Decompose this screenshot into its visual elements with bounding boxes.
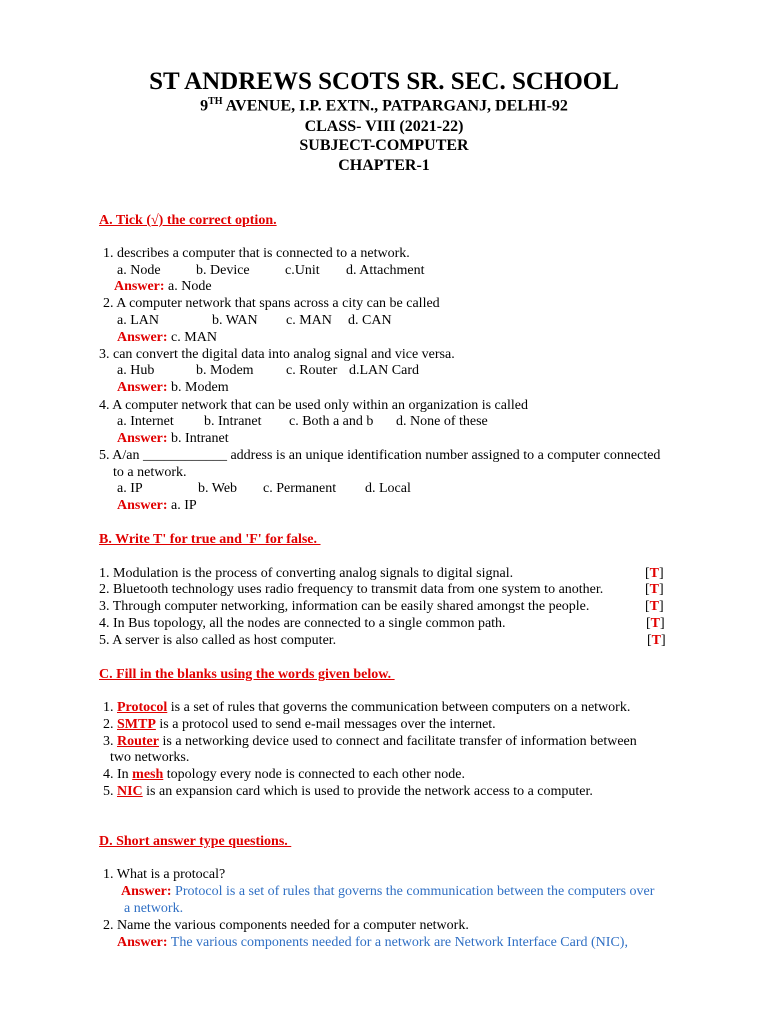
true-false-mark: [T] [645, 599, 664, 614]
option: a. Hub [117, 363, 155, 378]
fill-blank-item: 5. NIC is an expansion card which is used to provide the network access to a computer. [103, 784, 593, 799]
answer-a3: Answer: b. Modem [117, 380, 229, 395]
option: b. Device [196, 263, 250, 278]
subject-line: SUBJECT-COMPUTER [299, 137, 469, 154]
fill-blank-item: 2. SMTP is a protocol used to send e-mail messages over the internet. [103, 717, 496, 732]
fill-blank-item: 1. Protocol is a set of rules that governs the communication between computers on a network. [103, 700, 631, 715]
fill-blank-item: 4. In mesh topology every node is connected to each other node. [103, 767, 465, 782]
option: a. LAN [117, 313, 159, 328]
answer-a4: Answer: b. Intranet [117, 431, 229, 446]
option: d. CAN [348, 313, 392, 328]
option: a. Node [117, 263, 161, 278]
question-a1: 1. describes a computer that is connected to a network. [103, 246, 410, 261]
answer-a2: Answer: c. MAN [117, 330, 217, 345]
fill-blank-item: 3. Router is a networking device used to connect and facilitate transfer of information between [103, 734, 637, 749]
true-false-item: 3. Through computer networking, information can be easily shared amongst the people. [99, 599, 590, 614]
true-false-item: 1. Modulation is the process of converting analog signals to digital signal. [99, 566, 514, 581]
section-a-title: A. Tick (√) the correct option. [99, 213, 277, 228]
true-false-mark: [T] [647, 633, 666, 648]
option: b. Modem [196, 363, 254, 378]
true-false-item: 2. Bluetooth technology uses radio frequency to transmit data from one system to another. [99, 582, 604, 597]
true-false-mark: [T] [645, 566, 664, 581]
question-a2: 2. A computer network that spans across a city can be called [103, 296, 440, 311]
question-a5: 5. A/an ____________ address is an unique identification number assigned to a computer connected [99, 448, 661, 463]
question-a3: 3. can convert the digital data into analog signal and vice versa. [99, 347, 455, 362]
school-address: 9TH AVENUE, I.P. EXTN., PATPARGANJ, DELHI-92 [200, 96, 568, 115]
option: a. Internet [117, 414, 174, 429]
section-b-title: B. Write T' for true and 'F' for false. [99, 532, 321, 547]
option: b. Intranet [204, 414, 262, 429]
answer-a5: Answer: a. IP [117, 498, 197, 513]
answer-a1: Answer: a. Node [114, 279, 212, 294]
option: d. Attachment [346, 263, 425, 278]
class-line: CLASS- VIII (2021-22) [304, 118, 464, 135]
option: c. Permanent [263, 481, 337, 496]
true-false-mark: [T] [645, 582, 664, 597]
option: d.LAN Card [349, 363, 419, 378]
chapter-line: CHAPTER-1 [338, 157, 430, 174]
short-answer: Answer: Protocol is a set of rules that governs the communication between the computers over [121, 884, 655, 899]
option: c. Router [286, 363, 338, 378]
question-a4: 4. A computer network that can be used only within an organization is called [99, 398, 528, 413]
question-a5-cont: to a network. [113, 465, 187, 480]
true-false-mark: [T] [646, 616, 665, 631]
short-question: 1. What is a protocal? [103, 867, 226, 882]
fill-blank-item-cont: two networks. [110, 750, 190, 765]
option: b. Web [198, 481, 238, 496]
true-false-item: 4. In Bus topology, all the nodes are connected to a single common path. [99, 616, 506, 631]
short-answer-cont: a network. [124, 901, 184, 916]
option: b. WAN [212, 313, 258, 328]
option: d. None of these [396, 414, 488, 429]
option: a. IP [117, 481, 143, 496]
option: c. MAN [286, 313, 332, 328]
option: c.Unit [285, 263, 320, 278]
option: d. Local [365, 481, 411, 496]
true-false-item: 5. A server is also called as host computer. [99, 633, 337, 648]
section-d-title: D. Short answer type questions. [99, 834, 292, 849]
section-c-title: C. Fill in the blanks using the words given below. [99, 667, 395, 682]
short-question: 2. Name the various components needed for a computer network. [103, 918, 469, 933]
short-answer: Answer: The various components needed for a network are Network Interface Card (NIC), [117, 935, 628, 950]
option: c. Both a and b [289, 414, 374, 429]
school-name: ST ANDREWS SCOTS SR. SEC. SCHOOL [149, 68, 619, 95]
